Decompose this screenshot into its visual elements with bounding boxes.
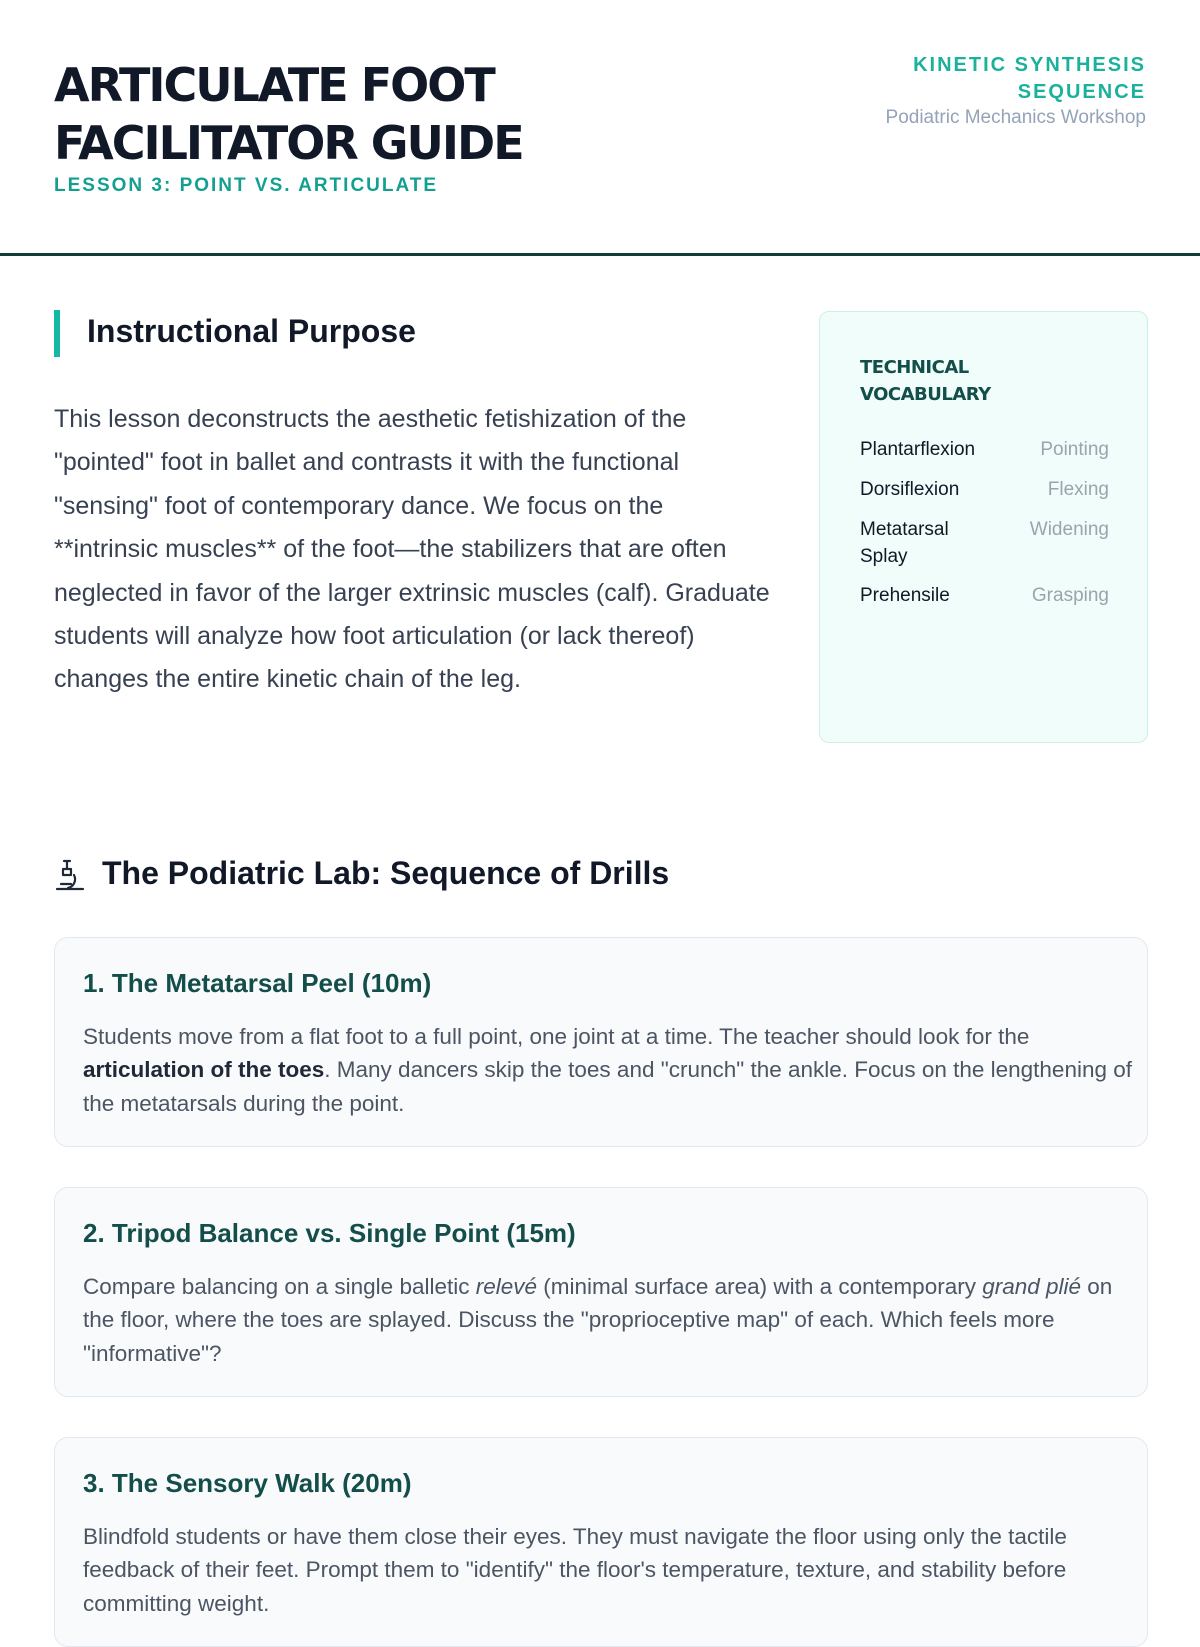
drills-heading: The Podiatric Lab: Sequence of Drills [102, 855, 670, 891]
section-accent-bar [54, 310, 60, 357]
purpose-paragraph: This lesson deconstructs the aesthetic fetishization of the "pointed" foot in ballet and contrasts it with the functional "sensing" foot of contemporary dance. We focus on the **intrinsic muscles** of the foot—the stabilizers that are often neglected in favor of the larger extrinsic muscles (calf). Graduate students will analyze how foot articulation (or lack thereof) changes the entire kinetic chain of the leg. [54, 405, 770, 694]
vocabulary-heading: TECHNICAL VOCABULARY [860, 357, 991, 405]
lesson-subtitle: LESSON 3: POINT VS. ARTICULATE [54, 175, 439, 196]
vocabulary-definition: Grasping [1031, 585, 1109, 606]
vocabulary-definition: Pointing [1040, 439, 1109, 460]
sequence-label: KINETIC SYNTHESIS SEQUENCE [913, 54, 1146, 103]
vocabulary-term: Plantarflexion [860, 439, 976, 460]
page-title [54, 56, 674, 172]
vocabulary-term: Dorsiflexion [860, 479, 960, 500]
page-header [0, 0, 1200, 256]
vocabulary-term: Metatarsal Splay [860, 519, 949, 567]
purpose-heading: Instructional Purpose [87, 313, 416, 349]
drill-description [83, 1270, 1133, 1370]
drill-text: . Many dancers skip the toes and "crunch" the ankle. Focus on the lengthening of the metatarsals during the point. [83, 1057, 1132, 1116]
drill-text: Students move from a flat foot to a full point, one joint at a time. The teacher should look for the [83, 1024, 1030, 1049]
drill-term: relevé [475, 1274, 538, 1299]
drill-text: on the floor, where the toes are splayed. Discuss the "proprioceptive map" of each. Which feels more "informative"? [83, 1274, 1113, 1366]
drill-description: Blindfold students or have them close their eyes. They must navigate the floor using only the tactile feedback of their feet. Prompt them to "identify" the floor's temperature, texture, and stability before committing weight. [83, 1524, 1067, 1616]
vocabulary-panel [819, 311, 1148, 743]
vocabulary-definition: Flexing [1047, 479, 1109, 500]
drill-card [54, 1187, 1148, 1397]
drill-title: 1. The Metatarsal Peel (10m) [83, 968, 432, 998]
drill-title: 3. The Sensory Walk (20m) [83, 1468, 412, 1498]
title-line-2: FACILITATOR GUIDE [54, 116, 523, 170]
drill-emphasis: articulation of the toes [83, 1057, 325, 1083]
drill-title: 2. Tripod Balance vs. Single Point (15m) [83, 1218, 576, 1248]
workshop-label: Podiatric Mechanics Workshop [885, 107, 1146, 128]
vocabulary-term: Prehensile [860, 585, 950, 606]
drill-card [54, 1437, 1148, 1647]
drill-text: Compare balancing on a single balletic [83, 1274, 476, 1299]
microscope-icon [54, 858, 86, 892]
vocabulary-definition: Widening [1029, 519, 1109, 540]
title-line-1: ARTICULATE FOOT [54, 58, 494, 112]
drill-term: grand plié [982, 1274, 1082, 1299]
drill-card [54, 937, 1148, 1147]
drill-text: (minimal surface area) with a contemporary [537, 1274, 983, 1299]
drill-description [83, 1020, 1133, 1120]
